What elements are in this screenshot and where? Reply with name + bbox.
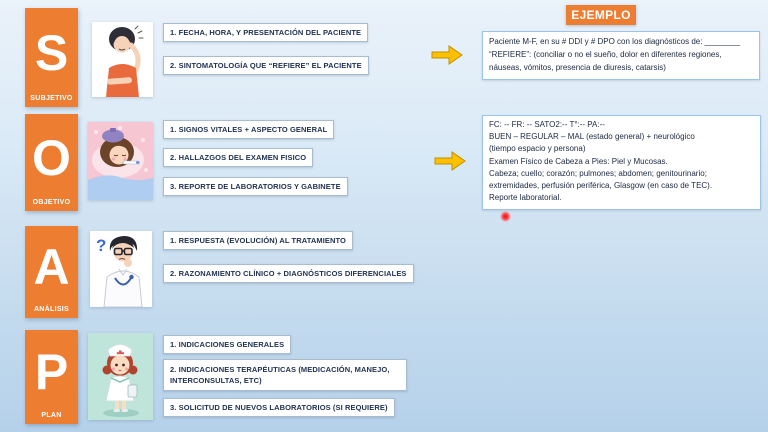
plan-item-1: 1. INDICACIONES GENERALES bbox=[163, 335, 291, 354]
woman-headache-illustration bbox=[92, 22, 153, 97]
letter-s-label: SUBJETIVO bbox=[30, 95, 73, 102]
plan-item-3: 3. SOLICITUD DE NUEVOS LABORATORIOS (SI REQUIERE) bbox=[163, 398, 395, 417]
analisis-item-1: 1. RESPUESTA (EVOLUCIÓN) AL TRATAMIENTO bbox=[163, 231, 353, 250]
example-line: náuseas, vómitos, presencia de diuresis, catarsis) bbox=[489, 63, 666, 72]
letter-a: A bbox=[33, 239, 70, 295]
letter-box-subjetivo bbox=[25, 8, 78, 107]
example-line: Reporte laboratorial. bbox=[489, 193, 562, 203]
nurse-illustration bbox=[88, 333, 153, 420]
plan-item-2: 2. INDICACIONES TERAPÉUTICAS (MEDICACIÓN, MANEJO, INTERCONSULTAS, ETC) bbox=[163, 359, 407, 391]
example-line: Cabeza; cuello; corazón; pulmones; abdomen; genitourinario; bbox=[489, 168, 707, 178]
letter-box-objetivo bbox=[25, 114, 78, 211]
analisis-item-2: 2. RAZONAMIENTO CLÍNICO + DIAGNÓSTICOS DIFERENCIALES bbox=[163, 264, 414, 283]
objetivo-item-3: 3. REPORTE DE LABORATORIOS Y GABINETE bbox=[163, 177, 348, 196]
example-line: “REFIERE”: (conciliar o no el sueño, dolor en diferentes regiones, bbox=[489, 50, 722, 59]
letter-a-label: ANÁLISIS bbox=[33, 306, 70, 313]
letter-o: O bbox=[32, 129, 71, 186]
letter-box-plan bbox=[25, 330, 78, 424]
letter-p: P bbox=[34, 344, 69, 400]
svg-text:?: ? bbox=[96, 236, 107, 255]
sick-girl-in-bed-illustration bbox=[88, 122, 153, 200]
letter-s: S bbox=[34, 24, 69, 81]
block-arrow-right-icon bbox=[431, 45, 463, 70]
example-line: Paciente M-F, en su # DDI y # DPO con los diagnósticos de: ________ bbox=[489, 37, 741, 46]
letter-box-analisis bbox=[25, 226, 78, 318]
example-line: extremidades, perfusión periférica, Glasgow (en caso de TEC). bbox=[489, 181, 713, 191]
subjetivo-example-box bbox=[482, 31, 760, 80]
example-line: Examen Físico de Cabeza a Pies: Piel y Mucosas. bbox=[489, 156, 668, 166]
ejemplo-title: EJEMPLO bbox=[566, 5, 636, 25]
example-line: FC: -- FR: -- SATO2:-- T°:-- PA:-- bbox=[489, 120, 605, 129]
letter-o-label: OBJETIVO bbox=[32, 199, 71, 206]
subjetivo-item-1: 1. FECHA, HORA, Y PRESENTACIÓN DEL PACIENTE bbox=[163, 23, 368, 42]
laser-pointer-dot bbox=[500, 211, 511, 222]
example-line: BUEN – REGULAR – MAL (estado general) + neurológico bbox=[489, 132, 695, 142]
example-line: (tiempo espacio y persona) bbox=[489, 144, 586, 154]
letter-p-label: PLAN bbox=[41, 412, 62, 419]
subjetivo-item-2: 2. SINTOMATOLOGÍA QUE “REFIERE” EL PACIENTE bbox=[163, 56, 369, 75]
confused-doctor-illustration bbox=[90, 231, 152, 307]
objetivo-item-1: 1. SIGNOS VITALES + ASPECTO GENERAL bbox=[163, 120, 334, 139]
objetivo-item-2: 2. HALLAZGOS DEL EXAMEN FISICO bbox=[163, 148, 313, 167]
objetivo-example-box bbox=[482, 115, 761, 210]
block-arrow-right-icon bbox=[434, 151, 466, 176]
